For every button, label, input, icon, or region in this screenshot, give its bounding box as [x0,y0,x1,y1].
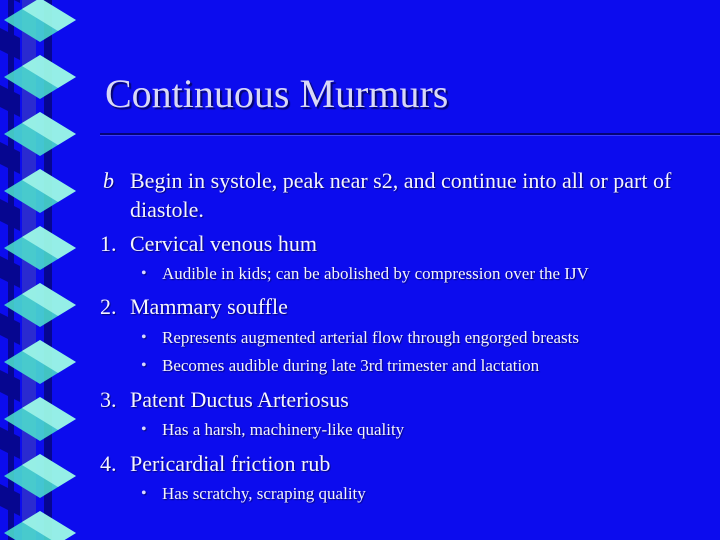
list-item-number: 3. [100,387,117,412]
list-item-label: Cervical venous hum [130,231,317,256]
sub-bullet-dot: • [141,485,147,502]
sub-bullet-dot: • [141,357,147,374]
list-item-label: Patent Ductus Arteriosus [130,387,349,412]
list-item-label: Pericardial friction rub [130,451,331,476]
list-item-mammary-souffle [100,292,710,321]
sub-bullet-dot: • [141,421,147,438]
sub-bullet-dot: • [141,329,147,346]
list-item-label: Mammary souffle [130,294,288,319]
sub-bullet-text: Audible in kids; can be abolished by compression over the IJV [162,264,589,283]
sub-bullet-dot: • [141,265,147,282]
intro-bullet [103,166,710,224]
sub-bullet-text: Has a harsh, machinery-like quality [162,420,405,439]
sub-bullet [141,355,702,377]
sub-bullet [141,419,702,441]
list-item-pericardial-friction-rub [100,449,710,478]
sub-bullet [141,263,702,285]
slide-title: Continuous Murmurs [105,71,449,116]
list-item-number: 1. [100,231,117,256]
sub-bullet-text: Has scratchy, scraping quality [162,484,366,503]
sub-bullet-text: Becomes audible during late 3rd trimester and lactation [162,356,540,375]
intro-bullet-text: Begin in systole, peak near s2, and continue into all or part of diastole. [130,168,672,222]
sub-bullet-text: Represents augmented arterial flow through engorged breasts [162,328,579,347]
list-item-patent-ductus-arteriosus [100,385,710,414]
list-item-number: 2. [100,294,117,319]
list-item-cervical-venous-hum [100,229,710,258]
sub-bullet [141,483,702,505]
list-item-number: 4. [100,451,117,476]
intro-bullet-marker: b [103,168,114,193]
sub-bullet [141,327,702,349]
